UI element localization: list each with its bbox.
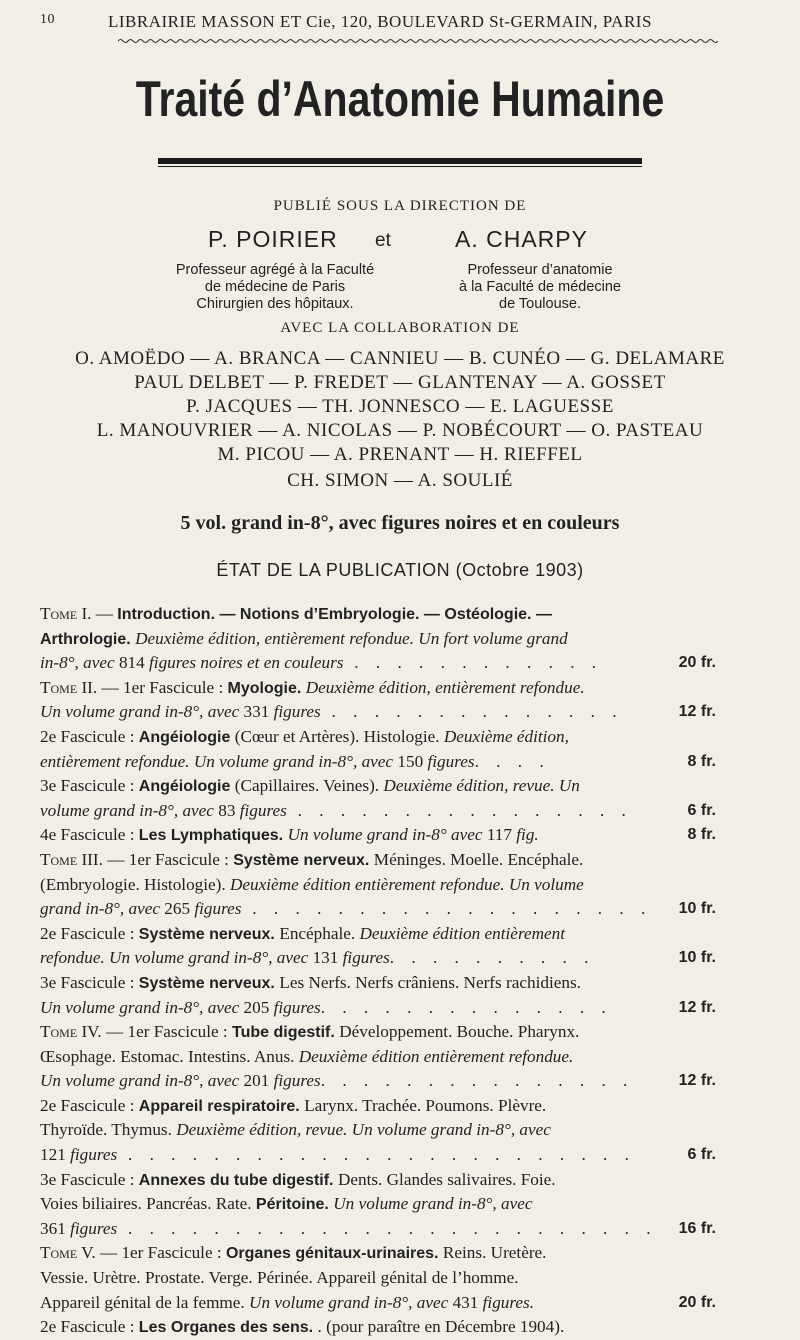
entry-price: 10 fr.: [675, 946, 716, 971]
entry-text: Les Nerfs. Nerfs crâniens. Nerfs rachidiens.: [279, 972, 581, 992]
entry-text: . . . . . . . . . .: [389, 948, 595, 968]
entry-text: Système nerveux.: [138, 974, 280, 992]
entry-text: . . . . . . . . . . . . . . . . . . .: [241, 899, 652, 919]
entry-line: [40, 1143, 760, 1168]
affiliation-line: Professeur agrégé à la Faculté: [175, 262, 375, 278]
entry-price: 8 fr.: [684, 823, 716, 848]
entry-text: 265: [164, 899, 195, 919]
entry-line: [40, 627, 760, 652]
entry-text: refondue. Un volume grand in-8°, avec: [40, 948, 313, 968]
entry-text: Système nerveux.: [233, 851, 374, 869]
entry-text: . . . . . . . . . . . . . . . . . . . . . . . . .: [117, 1218, 658, 1238]
entry-line: [40, 946, 760, 971]
entry-text: Angéiologie: [138, 728, 235, 746]
entry-text: (Cœur et Artères). Histologie.: [234, 726, 444, 746]
title-thin-rule: [158, 166, 642, 167]
collaborators-line: L. MANOUVRIER — A. NICOLAS — P. NOBÉCOURT — O. PASTEAU: [96, 420, 704, 441]
entry-text: 2e Fascicule :: [40, 1317, 139, 1337]
entry-text: 2e Fascicule :: [40, 1095, 139, 1115]
entry-line: [40, 1094, 760, 1119]
author-conjunction: et: [375, 230, 391, 251]
entry-price: 8 fr.: [684, 750, 716, 775]
entry-text: Tome II. —: [40, 677, 123, 697]
entry-text: Appareil respiratoire.: [138, 1097, 305, 1115]
entry-line: [40, 1291, 760, 1316]
entry-line: [40, 1045, 760, 1070]
collaborators-line: CH. SIMON — A. SOULIÉ: [287, 470, 513, 491]
entry-text: Thyroïde. Thymus.: [40, 1120, 177, 1140]
entry-text: 4e Fascicule :: [40, 825, 139, 845]
entry-text: Les Lymphatiques.: [138, 827, 288, 845]
entry-text: Deuxième édition, revue. Un volume grand in-8°, avec: [176, 1120, 551, 1140]
book-title: Traité d’Anatomie Humaine: [135, 71, 665, 127]
entry-line: [40, 1069, 760, 1094]
entry-text: entièrement refondue. Un volume grand in-8°, avec: [40, 751, 398, 771]
entry-text: Deuxième édition entièrement refondue.: [298, 1046, 574, 1066]
entry-price: 6 fr.: [684, 799, 716, 824]
entry-text: figures: [70, 1145, 118, 1165]
entry-line: [40, 1217, 760, 1242]
entry-text: Un volume grand in-8°, avec: [40, 997, 244, 1017]
entry-text: figures: [194, 899, 242, 919]
entry-price: 20 fr.: [675, 651, 716, 676]
entry-text: 431: [452, 1292, 483, 1312]
running-header: [40, 12, 760, 32]
entry-text: . . . . . . . . . . . . . .: [320, 997, 613, 1017]
entry-text: 331: [243, 702, 274, 722]
entry-text: volume grand in-8°, avec: [40, 800, 219, 820]
entry-text: Tome V. —: [40, 1243, 122, 1263]
entry-text: 2e Fascicule :: [40, 726, 139, 746]
entry-text: . . . . . . . . . . . .: [343, 653, 603, 673]
collaborators-line: PAUL DELBET — P. FREDET — GLANTENAY — A. GOSSET: [134, 372, 666, 393]
entry-text: Méninges. Moelle. Encéphale.: [373, 849, 584, 869]
entry-text: Un volume grand in-8°, avec: [40, 1071, 244, 1091]
entry-line: [40, 1118, 760, 1143]
entry-text: . . . . . . . . . . . . . . . .: [286, 800, 633, 820]
entry-line: [40, 602, 760, 627]
entry-text: Encéphale.: [279, 923, 360, 943]
entry-text: Deuxième édition entièrement: [359, 923, 566, 943]
entry-text: 361: [40, 1218, 71, 1238]
entry-text: figures noires et en couleurs: [149, 653, 344, 673]
entry-text: . . . . . . . . . . . . . . .: [320, 1071, 634, 1091]
entry-text: figures: [427, 751, 475, 771]
entry-line: [40, 897, 760, 922]
entry-text: grand in-8°, avec: [40, 899, 165, 919]
entry-text: Tome III. —: [40, 849, 129, 869]
entry-text: 2e Fascicule :: [40, 923, 139, 943]
affiliation-line: Professeur d’anatomie: [467, 262, 613, 278]
entry-text: Péritoine.: [255, 1196, 334, 1214]
entry-price: 6 fr.: [684, 1143, 716, 1168]
entry-text: Deuxième édition entièrement refondue. Un volume: [230, 874, 584, 894]
entry-text: Tome IV. —: [40, 1022, 128, 1042]
entry-line: [40, 1315, 760, 1340]
entry-text: 1er Fascicule :: [127, 1022, 232, 1042]
entry-text: Œsophage. Estomac. Intestins. Anus.: [40, 1046, 299, 1066]
collaborators-line: P. JACQUES — TH. JONNESCO — E. LAGUESSE: [186, 396, 614, 417]
entry-price: 12 fr.: [675, 700, 716, 725]
entry-line: [40, 1192, 760, 1217]
author-right-affiliation: [420, 262, 660, 313]
title-thick-rule: [158, 158, 642, 164]
entry-line: [40, 996, 760, 1021]
entry-text: Appareil génital de la femme.: [40, 1292, 250, 1312]
affiliation-line: de médecine de Paris: [204, 279, 346, 295]
entry-text: Annexes du tube digestif.: [138, 1171, 338, 1189]
entry-line: [40, 676, 760, 701]
entry-text: 1er Fascicule :: [123, 677, 228, 697]
entry-text: . . . .: [474, 751, 551, 771]
entry-text: . . . . . . . . . . . . . . . . . . . . . . . .: [117, 1145, 636, 1165]
wavy-rule: [118, 38, 718, 44]
running-title: LIBRAIRIE MASSON ET Cie, 120, BOULEVARD St-GERMAIN, PARIS: [108, 12, 652, 31]
entry-line: [40, 1241, 760, 1266]
entry-line: [40, 1020, 760, 1045]
entry-text: Un volume grand in-8°, avec: [249, 1292, 453, 1312]
entry-text: Deuxième édition, entièrement refondue. Un fort volume grand: [135, 628, 568, 648]
entry-line: [40, 750, 760, 775]
entry-text: Tome I. —: [40, 604, 118, 623]
entry-line: [40, 823, 760, 848]
entry-text: Myologie.: [227, 679, 306, 697]
entry-line: [40, 799, 760, 824]
entry-text: 814: [118, 653, 150, 673]
entry-text: figures.: [482, 1292, 535, 1312]
entry-text: figures: [70, 1218, 118, 1238]
affiliation-line: de Toulouse.: [499, 296, 581, 312]
entry-text: 83: [218, 800, 240, 820]
entry-text: Vessie. Urètre. Prostate. Verge. Périnée. Appareil génital de l’homme.: [40, 1268, 519, 1288]
entry-text: 201: [243, 1071, 274, 1091]
entry-text: Angéiologie: [138, 778, 235, 796]
entry-text: figures: [342, 948, 390, 968]
entry-text: Tube digestif.: [232, 1024, 340, 1042]
entry-text: Larynx. Trachée. Poumons. Plèvre.: [304, 1095, 547, 1115]
entry-price: 20 fr.: [675, 1291, 716, 1316]
entry-price: 16 fr.: [675, 1217, 716, 1242]
published-under: PUBLIÉ SOUS LA DIRECTION DE: [273, 198, 527, 214]
entry-price: 12 fr.: [675, 1069, 716, 1094]
entry-line: [40, 700, 760, 725]
entry-text: figures: [273, 1071, 321, 1091]
entry-text: Système nerveux.: [138, 925, 280, 943]
entry-text: 3e Fascicule :: [40, 776, 139, 796]
entry-text: Un volume grand in-8°, avec: [40, 702, 244, 722]
entry-line: [40, 1168, 760, 1193]
entry-text: 3e Fascicule :: [40, 972, 139, 992]
collaborators-line: M. PICOU — A. PRENANT — H. RIEFFEL: [217, 444, 583, 465]
entry-text: 205: [243, 997, 274, 1017]
entry-text: 1er Fascicule :: [128, 849, 234, 869]
entry-text: 117: [486, 825, 517, 845]
entry-text: Deuxième édition,: [443, 726, 569, 746]
entry-text: 3e Fascicule :: [40, 1169, 139, 1189]
entry-text: Les Organes des sens.: [138, 1319, 318, 1337]
entry-text: Voies biliaires. Pancréas. Rate.: [40, 1194, 256, 1214]
page-number: 10: [40, 12, 55, 27]
entry-text: Un volume grand in-8°, avec: [333, 1194, 533, 1214]
author-right-name: A. CHARPY: [455, 226, 588, 252]
entry-text: 131: [312, 948, 343, 968]
author-left-affiliation: [160, 262, 390, 313]
volumes-line: 5 vol. grand in-8°, avec figures noires et en couleurs: [180, 512, 620, 534]
entry-text: figures: [273, 997, 321, 1017]
entry-text: Introduction. — Notions d’Embryologie. — Ostéologie. —: [117, 606, 552, 623]
entry-price: 10 fr.: [675, 897, 716, 922]
publication-state-heading: ÉTAT DE LA PUBLICATION (Octobre 1903): [216, 560, 584, 580]
entry-line: [40, 774, 760, 799]
entry-text: 150: [397, 751, 428, 771]
entry-text: 1er Fascicule :: [121, 1243, 226, 1263]
entry-line: [40, 1266, 760, 1291]
affiliation-line: à la Faculté de médecine: [458, 279, 621, 295]
entry-text: figures: [239, 800, 287, 820]
entry-line: [40, 848, 760, 873]
collaborators-line: O. AMOËDO — A. BRANCA — CANNIEU — B. CUNÉO — G. DELAMARE: [75, 348, 725, 369]
entry-text: figures: [273, 702, 321, 722]
entry-line: [40, 922, 760, 947]
entry-text: Reins. Uretère.: [442, 1243, 547, 1263]
author-left-name: P. POIRIER: [208, 226, 338, 252]
entry-line: [40, 971, 760, 996]
publication-entries: [40, 602, 760, 1340]
entry-text: Deuxième édition, revue. Un: [383, 776, 580, 796]
entry-line: [40, 873, 760, 898]
entry-text: (Capillaires. Veines).: [234, 776, 384, 796]
entry-line: [40, 725, 760, 750]
entry-text: Arthrologie.: [40, 630, 136, 648]
entry-text: in-8°, avec: [40, 653, 119, 673]
affiliation-line: Chirurgien des hôpitaux.: [196, 296, 354, 312]
entry-line: [40, 651, 760, 676]
entry-text: Développement. Bouche. Pharynx.: [339, 1022, 580, 1042]
entry-text: (Embryologie. Histologie).: [40, 874, 230, 894]
entry-text: fig.: [516, 825, 539, 845]
entry-text: Organes génitaux-urinaires.: [225, 1245, 443, 1263]
entry-text: . . . . . . . . . . . . . .: [320, 702, 624, 722]
entry-price: 12 fr.: [675, 996, 716, 1021]
entry-text: Dents. Glandes salivaires. Foie.: [337, 1169, 556, 1189]
entry-text: . (pour paraître en Décembre 1904).: [317, 1317, 565, 1337]
collaboration-heading: AVEC LA COLLABORATION DE: [280, 320, 520, 336]
entry-text: Deuxième édition, entièrement refondue.: [305, 677, 585, 697]
entry-text: 121: [40, 1145, 71, 1165]
entry-text: Un volume grand in-8° avec: [287, 825, 487, 845]
